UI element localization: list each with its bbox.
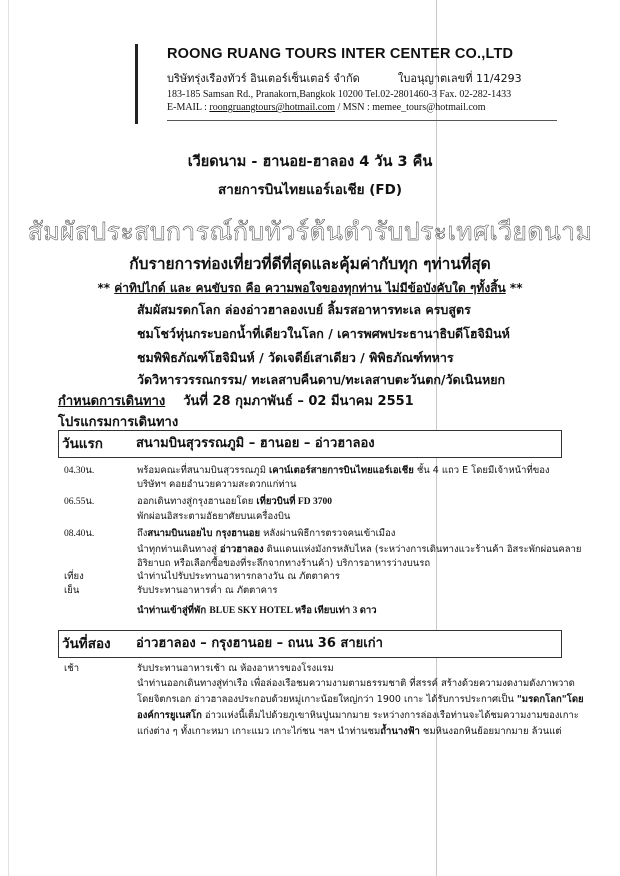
day2-line-1: รับประทานอาหารเช้า ณ ห้องอาหารของโรงแรม (137, 663, 334, 674)
day1-line-3a-tail: หลังผ่านพิธีการตรวจคนเข้าเมือง (260, 528, 396, 539)
tip-note-body: ค่าทิปไกด์ และ คนขับรถ คือ ความพอใจของทุกท่าน ไม่มีข้อบังคับใด ๆทั้งสิ้น (114, 281, 506, 295)
contact-line (167, 102, 486, 113)
day2-line-5-text: แก่งต่าง ๆ ทั้งเกาะหมา เกาะแมว เกาะไก่ชน ฯลฯ นำท่านชม (137, 726, 381, 737)
day1-line-3b (137, 542, 581, 557)
day1-line-1a (137, 463, 550, 478)
license-number: ใบอนุญาตเลขที่ 11/4293 (398, 72, 522, 85)
day1-line-6 (137, 603, 377, 618)
day1-line-3c: อิริยาบถ หรือเลือกซื้อของที่ระลึกจากทางร้านค้า) บริการอาหารว่างบนรถ (137, 558, 431, 569)
tip-note (0, 279, 620, 298)
day2-line-4-text: อ่าวแห่งนี้เต็มไปด้วยภูเขาหินปูนมากมาย ระหว่างการล่องเรือท่านจะได้ชมความงามของเกาะ (201, 710, 579, 721)
day2-line-5 (137, 724, 562, 739)
tip-note-suffix: ** (505, 281, 523, 295)
day1-time-3: 08.40น. (64, 529, 95, 539)
day1-line-5: รับประทานอาหารค่ำ ณ ภัตตาคาร (137, 585, 278, 596)
day2-line-2: นำท่านออกเดินทางสู่ท่าเรือ เพื่อล่องเรือชมความงามตามธรรมชาติ ที่สรรค์ สร้างด้วยความงดงามดังภาพวาด (137, 678, 575, 689)
day2-time-1: เช้า (64, 664, 80, 674)
day2-line-3-text: โดยจิตกรเอก อ่าวฮาลองประกอบด้วยหมู่เกาะน้อยใหญ่กว่า 1900 เกาะ ได้รับการประกาศเป็น (137, 694, 517, 705)
day1-label: วันแรก (62, 436, 103, 452)
flight-number: เที่ยวบินที่ FD 3700 (256, 497, 332, 507)
tagline-heading: สัมผัสประสบการณ์กับทัวร์ต้นตำรับประเทศเวียดนาม (27, 217, 593, 246)
trip-title: เวียดนาม - ฮานอย-ฮาลอง 4 วัน 3 คืน (187, 154, 433, 170)
airline-counter: เคาน์เตอร์สายการบินไทยแอร์เอเชีย (268, 465, 414, 476)
email-link[interactable]: roongruangtours@hotmail.com (209, 102, 335, 113)
unesco: องค์การยูเนสโก (137, 710, 202, 721)
fairy-cave: ถ้ำนางฟ้า (380, 726, 420, 737)
tip-note-prefix: ** (97, 281, 115, 295)
day1-line-2a (137, 494, 332, 509)
day1-line-2a-text: ออกเดินทางสู่กรุงฮานอยโดย (137, 496, 257, 507)
day1-line-2b: พักผ่อนอิสระตามอัธยาศัยบนเครื่องบิน (137, 511, 291, 522)
day2-label: วันที่สอง (62, 636, 111, 652)
program-title: โปรแกรมการเดินทาง (58, 415, 179, 430)
schedule-label: กำหนดการเดินทาง (58, 394, 166, 409)
travel-schedule (58, 390, 414, 411)
day1-line-3a (137, 526, 395, 541)
header-divider (167, 120, 557, 121)
day2-line-4 (137, 708, 579, 723)
airline-title: สายการบินไทยแอร์เอเชีย (FD) (217, 182, 403, 198)
arrival-airport: สนามบินนอยไบ กรุงฮานอย (147, 528, 261, 539)
day1-line-3b-text: นำทุกท่านเดินทางสู่ (137, 544, 220, 555)
company-address: 183-185 Samsan Rd., Pranakorn,Bangkok 10200 Tel.02-2801460-3 Fax. 02-282-1433 (167, 89, 512, 100)
day1-time-2: 06.55น. (64, 497, 95, 507)
day1-line-3b-tail: ดินแดนแห่งมังกรหลับไหล (ระหว่างการเดินทางแวะร้านค้า อิสระพักผ่อนคลาย (263, 544, 582, 555)
highlight-line: วัดวิหารวรรณกรรม/ ทะเลสาบคืนดาบ/ทะเลสาบตะวันตก/วัดเนินหยก (137, 372, 506, 387)
email-label: E-MAIL : (167, 102, 210, 113)
day1-line-4: นำท่านไปรับประทานอาหารกลางวัน ณ ภัตตาคาร (137, 571, 340, 582)
day2-line-5-tail: ชมหินงอกหินย้อยมากมาย ล้วนแต่ (419, 726, 562, 737)
halong-bay: อ่าวฮาลอง (219, 544, 264, 555)
day2-line-3 (137, 692, 584, 707)
day1-line-3a-text: ถึง (137, 528, 148, 539)
highlight-line: สัมผัสมรดกโลก ล่องอ่าวฮาลองเบย์ ลิ้มรสอาหารทะเล ครบสูตร (137, 302, 471, 317)
day1-time-4: เที่ยง (64, 572, 84, 582)
day1-time-5: เย็น (64, 586, 80, 596)
day1-route: สนามบินสุวรรณภูมิ – ฮานอย – อ่าวฮาลอง (136, 436, 375, 451)
day1-line-1a-tail: ชั้น 4 แถว E โดยมีเจ้าหน้าที่ของ (413, 465, 550, 476)
hotel-intro: นำท่านเข้าสู่ที่พัก (137, 605, 210, 616)
scan-edge (8, 0, 9, 876)
day2-route: อ่าวฮาลอง – กรุงฮานอย – ถนน 36 สายเก่า (136, 636, 383, 651)
company-name: ROONG RUANG TOURS INTER CENTER CO.,LTD (167, 46, 514, 62)
day1-line-1a-text: พร้อมคณะที่สนามบินสุวรรณภูมิ (137, 465, 269, 476)
msn-contact: / MSN : memee_tours@hotmail.com (334, 102, 486, 113)
highlight-line: ชมพิพิธภัณฑ์โฮจิมินห์ / วัดเจดีย์เสาเดียว / พิพิธภัณฑ์ทหาร (137, 350, 454, 365)
company-name-thai: บริษัทรุ่งเรืองทัวร์ อินเตอร์เซ็นเตอร์ จำกัด (167, 72, 360, 85)
day1-time-1: 04.30น. (64, 466, 95, 476)
hotel-name: BLUE SKY HOTEL หรือ เทียบเท่า 3 ดาว (209, 606, 377, 616)
world-heritage: "มรดกโลก"โดย (516, 694, 584, 705)
day1-line-1b: บริษัทฯ คอยอำนวยความสะดวกแก่ท่าน (137, 479, 297, 490)
schedule-dates: วันที่ 28 กุมภาพันธ์ – 02 มีนาคม 2551 (183, 394, 414, 409)
highlight-line: ชมโชว์หุ่นกระบอกน้ำที่เดียวในโลก / เคารพศพประธานาธิบดีโฮจิมินห์ (137, 326, 510, 341)
letterhead-bar (135, 44, 138, 124)
subtitle-heading: กับรายการท่องเที่ยวที่ดีที่สุดและคุ้มค่ากับทุก ๆท่านที่สุด (129, 255, 491, 273)
